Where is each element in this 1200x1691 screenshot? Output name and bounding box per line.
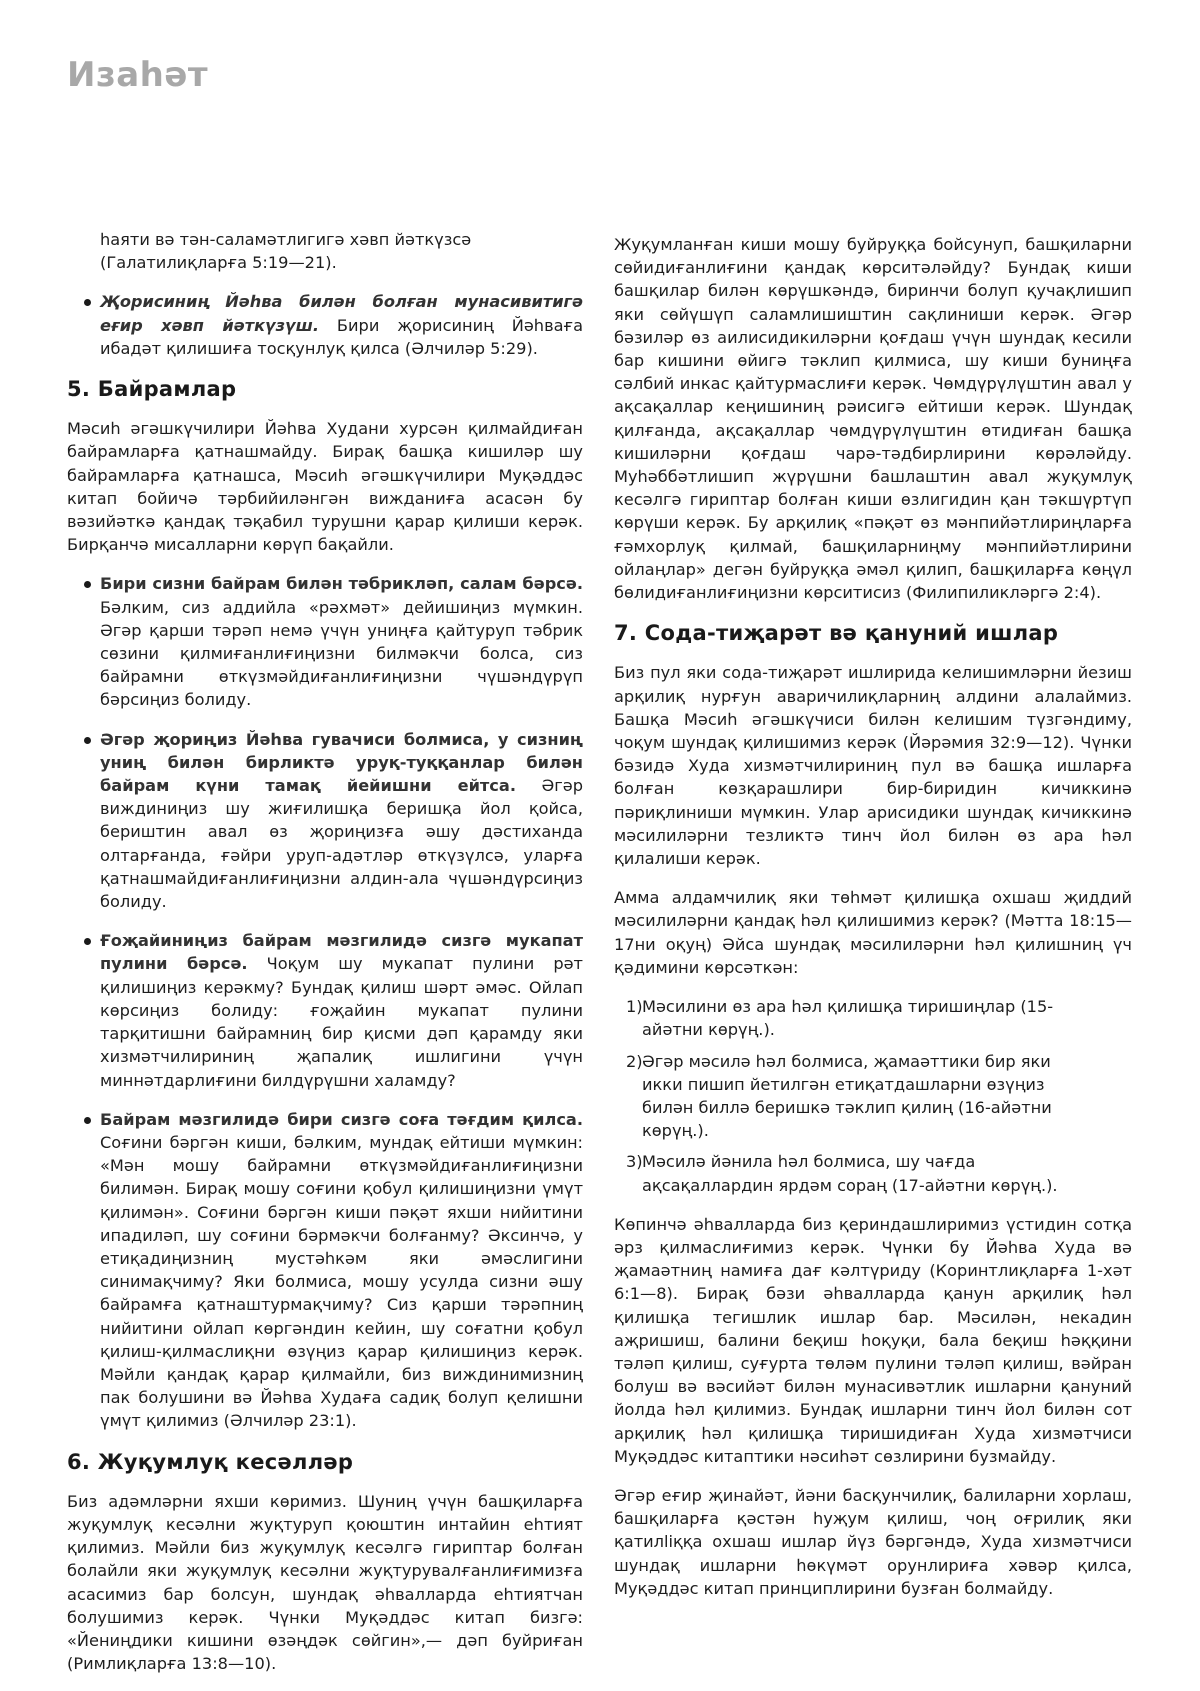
section-6-continued-paragraph: Жуқумланған киши мошу буйруққа бойсунуп, башқиларни сөйидиғанлиғини қандақ көрситәләйду? Бундақ киши башқилар билән көрүшкәндә, биринчи болуп қучақлишип яки сөйүшүп саламлишиштин сақлиниши керәк. Әгәр бәзиләр өз аилисидикиләрни қоғдаш үчүн шундақ кесили бар кишини өйигә тәклип қилмиса, шу киши буниңға сәлбий инкас қайтурмаслиғи керәк. Чөмдүрүлүштин авал у ақсақаллар кеңишиниң рәисигә ейтиши керәк. Шундақ қилғанда, ақсақаллар чөмдүрүлүштин өтидиған башқа кишиләрни қоғдаш чарә-тәдбирлирини көрәләйду. Муһәббәтлишип жүрүшни башлаштин авал жуқумлуқ кесәлгә гириптар болған киши өзлигидин қан тәкшүртүп көрүши керәк. Бу арқилиқ «пәқәт өз мәнпийәтлириңларға ғәмхорлуқ қилмай, башқиларниңму мәнпийәтлирини ойлаңлар» дегән буйруққа әмәл қилип, башқиларға көңүл бөлидиғанлиғиңизни көрситисиз (Филипиликләргә 2:4). bbox=[614, 235, 1132, 603]
page-title: Изаһәт bbox=[67, 55, 209, 95]
list-item bbox=[67, 1108, 583, 1433]
step-text: Мәсилә йәнила һәл болмиса, шу чағда ақсақаллардин ярдәм сораң (17-айәтни көрүң.). bbox=[642, 1152, 1058, 1195]
continued-paragraph: һаяти вә тән-саламәтлигигә хәвп йәткүзсә (Галатилиқларға 5:19—21). bbox=[100, 230, 472, 273]
bullet-text: Бири җорисиниң Йәһваға ибадәт қилишиға тосқунлуқ қилса (Әлчиләр 5:29). bbox=[100, 315, 583, 358]
bullet-text: Бәлким, сиз аддийла «рәхмәт» дейишиңиз мүмкин. Әгәр қарши тәрәп немә үчүн униңға қайтуруп тәбрик сөзини қилмиғанлиғиңизни билмәкчи болса, сиз байрамни өткүзмәйдиғанлиғиңизни чүшәндүрүп бәрсиңиз болиду. bbox=[100, 597, 583, 710]
bullet-text: Чоқум шу мукапат пулини рәт қилишиңиз керәкму? Бундақ қилиш шәрт әмәс. Ойлап көрсиңиз болиду: ғоҗайин мукапат пулини тарқитишни байрамниң бир қисми дәп қарамду яки хизмәтчилириниң җапалиқ ишлигини үчүн миннәтдарлиғини билдүрүшни халамду? bbox=[100, 954, 583, 1090]
bullet-text: Әгәр виждиниңиз шу жиғилишқа беришқа йол қойса, бериштин авал өз җориңизға әшу дәстиханда олтарғанда, ғәйри уруп-адәтләр өткүзүлсә, уларға қатнашмайдиғанлиғиңизни алдин-ала чүшәндүрсиңиз болиду. bbox=[100, 776, 583, 912]
section-6-paragraph: Биз адәмләрни яхши көримиз. Шуниң үчүн башқиларға жуқумлуқ кесәлни жуқтуруп қоюштин интайин еһтият қилимиз. Мәйли биз жуқумлуқ кесәлгә гириптар болған болайли яки жуқумлуқ кесәлни жуқтурувалғанлиғимизға асасимиз бар болсун, шундақ әһвалларда еһтиятчан болушимиз керәк. Чүнки Муқәддәс китап бизгә: «Йениңдики кишини өзәңдәк сөйгин»,— дәп буйриған (Римлиқларға 13:8—10). bbox=[67, 1491, 583, 1674]
section-7-paragraph-3: Көпинчә әһвалларда биз қериндашлиримиз үстидин сотқа әрз қилмаслиғимиз керәк. Чүнки бу Йәһва Худа вә җамаәтниң намиға дағ кәлтүриду (Коринтлиқларға 1-хәт 6:1—8). Бирақ бәзи әһвалларда қанун арқилиқ һәл қилишқа тегишлик ишлар бар. Мәсилән, некадин аҗришиш, балини беқиш һоқуқи, бала беқиш һәққини тәләп қилиш, суғурта төләм пулини тәләп қилиш, вәйран болуш вә вәсийәт билән мунасивәтлик ишларни қануний йолда һәл қилимиз. Бундақ ишларни тинч йол билән сот арқилиқ һәл қилишқа тиришидиған Худа хизмәтчиси Муқәддәс китаптики нәсиһәт сөзлирини бузмайду. bbox=[614, 1214, 1132, 1466]
step-text: Мәсилини өз ара һәл қилишқа тиришиңлар (15-айәтни көрүң.). bbox=[642, 997, 1054, 1040]
section-7-paragraph-2: Амма алдамчилиқ яки төһмәт қилишқа охшаш җиддий мәсилиләрни қандақ һәл қилишимиз керәк? (Мәтта 18:15—17ни оқуң) Әйса шундақ мәсилиләрни һәл қилишниң үч қәдимини көрсәткән: bbox=[614, 888, 1132, 977]
section-6-heading: 6. Жуқумлуқ кесәлләр bbox=[67, 1449, 354, 1474]
section-7-heading: 7. Сода-тиҗарәт вә қануний ишлар bbox=[614, 621, 1059, 646]
left-column bbox=[67, 228, 583, 1691]
step-number: 3) bbox=[626, 1152, 643, 1172]
steps-list bbox=[614, 995, 1132, 1197]
intro-bullet-list bbox=[67, 290, 583, 360]
section-7-paragraph-1: Биз пул яки сода-тиҗарәт ишлирида келишимләрни йезиш арқилиқ нурғун аваричилиқларниң алдини алалаймиз. Башқа Мәсиһ әгәшкүчиси билән келишим түзгәндиму, чоқум шундақ қилишимиз керәк (Йәрәмия 32:9—12). Чүнки бәзидә Худа хизмәтчилириниң пул вә башқа ишларға болған көзқарашлири бир-биридин кичиккинә пәриқлиниши мүмкин. Улар арисидики шундақ кичиккинә мәсилиләрни тезликтә тинч йол билән өз ара һәл қилалиши керәк. bbox=[614, 663, 1132, 869]
bullet-icon bbox=[84, 737, 91, 744]
list-item bbox=[67, 572, 583, 711]
step-text: Әгәр мәсилә һәл болмиса, җамаәттики бир яки икки пишип йетилгән етиқатдашларни өзүңиз билән биллә беришкә тәклип қилиң (16-айәтни көрүң.). bbox=[642, 1051, 1052, 1141]
section-5-heading: 5. Байрамлар bbox=[67, 377, 237, 402]
list-item bbox=[614, 1050, 1132, 1143]
right-column bbox=[614, 233, 1132, 1616]
list-item bbox=[67, 290, 583, 360]
section-5-bullet-list bbox=[67, 572, 583, 1432]
bullet-lead: Җорисиниң Йәһва билән болған мунасивитигә еғир хәвп йәткүзүш. bbox=[100, 292, 583, 335]
bullet-lead: Бири сизни байрам билән тәбрикләп, салам бәрсә. bbox=[100, 574, 583, 594]
bullet-icon bbox=[84, 938, 91, 945]
step-number: 1) bbox=[626, 997, 643, 1017]
bullet-icon bbox=[84, 1117, 91, 1124]
bullet-lead: Байрам мәзгилидә бири сизгә соға тәғдим қилса. bbox=[100, 1109, 583, 1129]
step-number: 2) bbox=[626, 1051, 643, 1071]
list-item bbox=[67, 728, 583, 914]
bullet-lead: Ғоҗайиниңиз байрам мәзгилидә сизгә мукапат пулини бәрсә. bbox=[100, 931, 583, 974]
bullet-lead: Әгәр җориңиз Йәһва гувачиси болмиса, у сизниң униң билән бирликтә уруқ-туққанлар билән байрам күни тамақ йейишни ейтса. bbox=[100, 729, 583, 796]
section-7-paragraph-4: Әгәр еғир җинайәт, йәни басқунчилиқ, балиларни хорлаш, башқиларға қәстән һуҗум қилиш, чоң оғрилиқ яки қатилliққа охшаш ишлар йүз бәргәндә, Худа хизмәтчиси шундақ ишларни һөкүмәт орунлириға хәвәр қилса, Муқәддәс китап принциплирини бузған болмайду. bbox=[614, 1485, 1132, 1598]
list-item bbox=[614, 995, 1132, 1041]
list-item bbox=[67, 929, 583, 1091]
bullet-icon bbox=[84, 581, 91, 588]
section-5-paragraph: Мәсиһ әгәшкүчилири Йәһва Худани хурсән қилмайдиған байрамларға қатнашмайду. Бирақ башқа кишиләр шу байрамларға қатнашса, Мәсиһ әгәшкүчилири Муқәддәс китап бойичә тәрбийиләнгән вижданиға асасән бу вәзийәткә қандақ тәқабил турушни қарар қилиши керәк. Бирқанчә мисалларни көрүп бақайли. bbox=[67, 419, 583, 555]
list-item bbox=[614, 1150, 1132, 1196]
bullet-text: Соғини бәргән киши, бәлким, мундақ ейтиши мүмкин: «Мән мошу байрамни өткүзмәйдиғанлиғиңизни билимән. Бирақ мошу соғини қобул қилишиңизни үмүт қилимән». Соғини бәргән киши пәқәт яхши нийитини ипадиләп, шу соғини бәрмәкчи болғанму? Әксинчә, у етиқадиңизниң мустәһкәм яки әмәслигини синимақчиму? Яки болмиса, мошу усулда сизни әшу байрамға қатнаштурмақчиму? Сиз қарши тәрәпниң нийитини ойлап көргәндин кейин, шу соғатни қобул қилиш-қилмаслиқни өзүңиз қарар қилишиңиз керәк. Мәйли қандақ қарар қилмайли, биз виждинимизниң пак болушини вә Йәһва Худаға садиқ болуп қелишни үмүт қилимиз (Әлчиләр 23:1). bbox=[100, 1132, 583, 1431]
bullet-icon bbox=[84, 299, 91, 306]
